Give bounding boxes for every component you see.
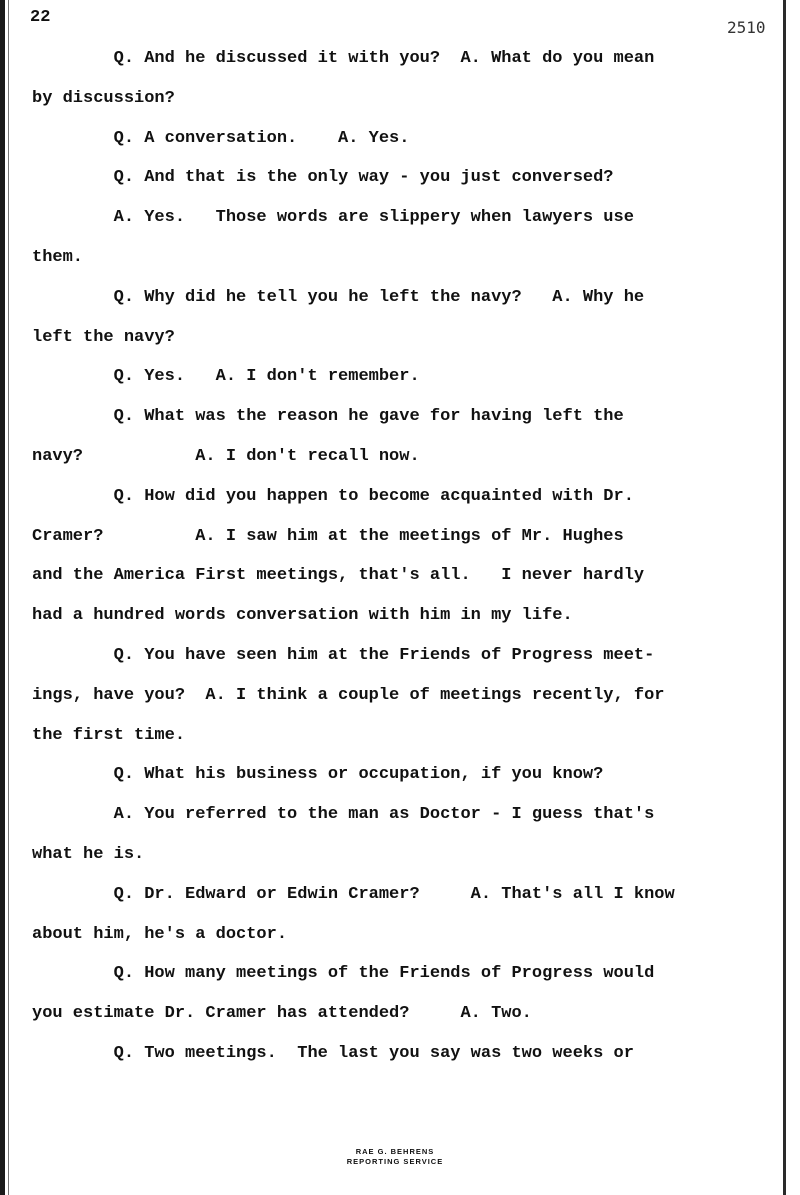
transcript-line: and the America First meetings, that's all. I never hardly [32,566,645,586]
transcript-line: Q. How many meetings of the Friends of Progress would [32,964,655,984]
transcript-line: Cramer? A. I saw him at the meetings of Mr. Hughes [32,526,624,546]
transcript-line: Q. You have seen him at the Friends of Progress meet- [32,645,655,665]
reporter-footer [0,1147,790,1167]
page-number-right: 2510 [727,18,766,37]
transcript-line: the first time. [32,725,186,745]
transcript-line: Q. And he discussed it with you? A. What do you mean [32,49,655,68]
transcript-line: Q. And that is the only way - you just conversed? [32,168,614,188]
transcript-line: had a hundred words conversation with him in my life. [32,606,573,626]
transcript-line: you estimate Dr. Cramer has attended? A. Two. [32,1004,532,1024]
page-number-left: 22 [30,8,51,27]
transcript-line: Q. Two meetings. The last you say was two weeks or [32,1043,634,1063]
transcript-line: left the navy? [32,327,175,347]
transcript-line: by discussion? [32,88,175,108]
transcript-line: them. [32,247,84,267]
transcript-line: about him, he's a doctor. [32,924,288,944]
transcript-line: Q. How did you happen to become acquainted with Dr. [32,486,634,506]
transcript-line: navy? A. I don't recall now. [32,446,420,466]
transcript-body [32,46,784,1081]
transcript-line: Q. What was the reason he gave for having left the [32,407,624,427]
transcript-line: A. Yes. Those words are slippery when lawyers use [32,208,634,228]
transcript-line: Q. A conversation. A. Yes. [32,128,410,148]
transcript-line: Q. Dr. Edward or Edwin Cramer? A. That's all I know [32,884,675,904]
left-margin-rule-thin [8,0,9,1195]
transcript-line: A. You referred to the man as Doctor - I guess that's [32,805,655,825]
transcript-line: Q. Yes. A. I don't remember. [32,367,420,387]
transcript-line: ings, have you? A. I think a couple of meetings recently, for [32,685,665,705]
transcript-line: what he is. [32,844,145,864]
reporter-name: RAE G. BEHRENS [355,1147,435,1156]
reporting-service: REPORTING SERVICE [346,1157,444,1166]
transcript-line: Q. Why did he tell you he left the navy? A. Why he [32,287,645,307]
transcript-line: Q. What his business or occupation, if you know? [32,765,604,785]
left-margin-rule [0,0,5,1195]
